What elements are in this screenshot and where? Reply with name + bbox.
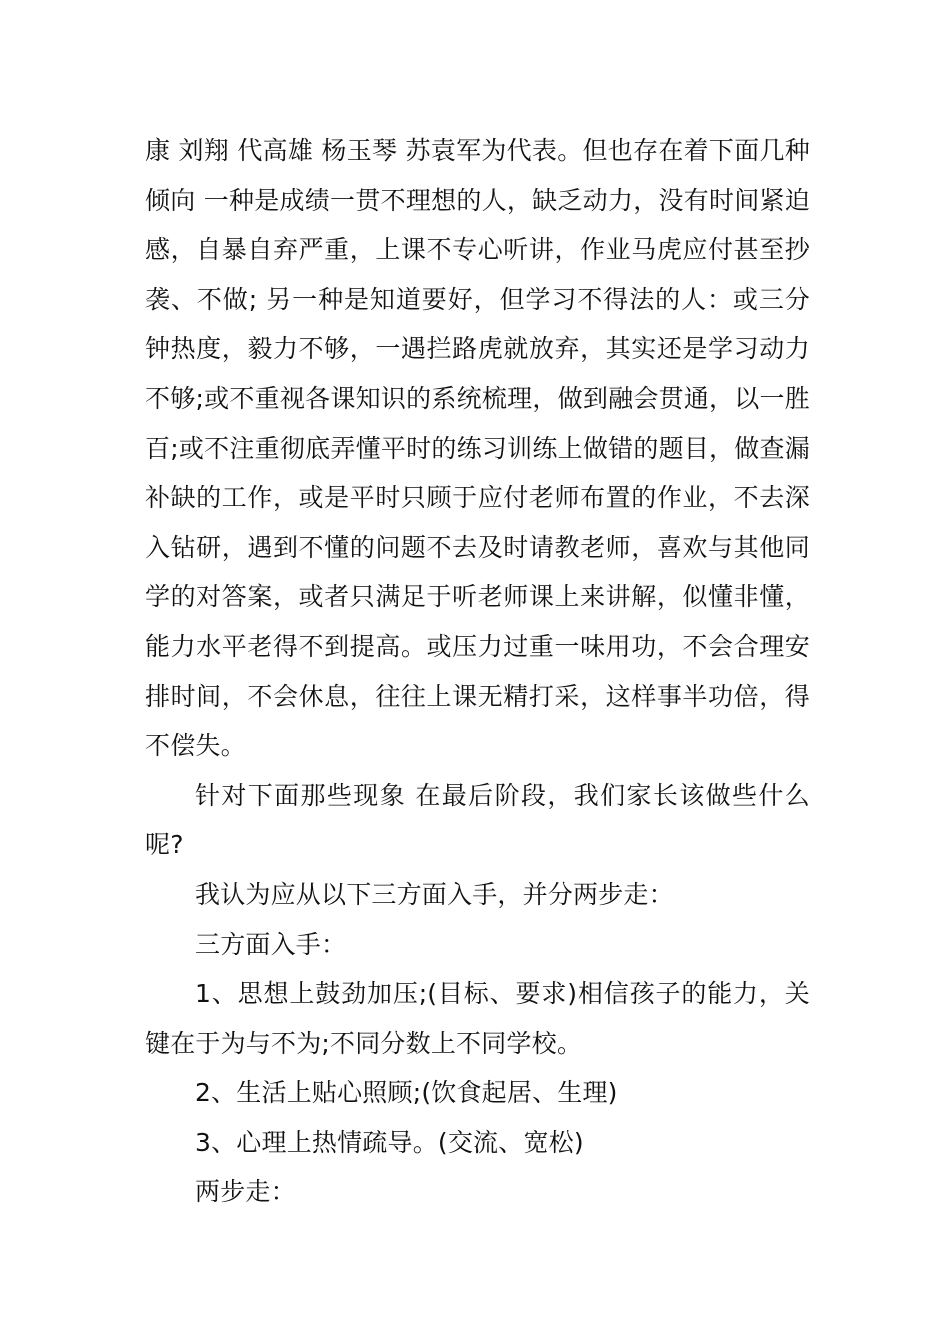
paragraph-approach-intro: 我认为应从以下三方面入手，并分两步走： <box>195 879 674 909</box>
list-item-thought: 1、思想上鼓劲加压;(目标、要求)相信孩子的能力，关键在于为与不为;不同分数上不同学校。 <box>145 979 810 1058</box>
paragraph-student-tendencies: 康 刘翔 代高雄 杨玉琴 苏袁军为代表。但也存在着下面几种倾向 一种是成绩一贯不理想的人，缺乏动力，没有时间紧迫感，自暴自弃严重，上课不专心听讲，作业马虎应付甚至抄袭、不做; 另一种是知道要好，但学习不得法的人：或三分钟热度，毅力不够，一遇拦路虎就放弃，其实还是学习动力不够;或不重视各课知识的系统梳理，做到融会贯通，以一胜百;或不注重彻底弄懂平时的练习训练上做错的题目，做查漏补缺的工作，或是平时只顾于应付老师布置的作业，不去深入钻研，遇到不懂的问题不去及时请教老师，喜欢与其他同学的对答案，或者只满足于听老师课上来讲解，似懂非懂，能力水平老得不到提高。或压力过重一味用功，不会合理安排时间，不会休息，往往上课无精打采，这样事半功倍，得不偿失。 <box>145 136 810 761</box>
paragraph-parent-question: 针对下面那些现象 在最后阶段，我们家长该做些什么呢? <box>145 780 810 860</box>
heading-three-aspects: 三方面入手： <box>195 929 347 959</box>
document-page <box>145 126 810 1217</box>
heading-two-steps: 两步走： <box>195 1177 296 1207</box>
list-item-psychology: 3、心理上热情疏导。(交流、宽松) <box>195 1127 584 1157</box>
list-item-life: 2、生活上贴心照顾;(饮食起居、生理) <box>195 1078 618 1108</box>
